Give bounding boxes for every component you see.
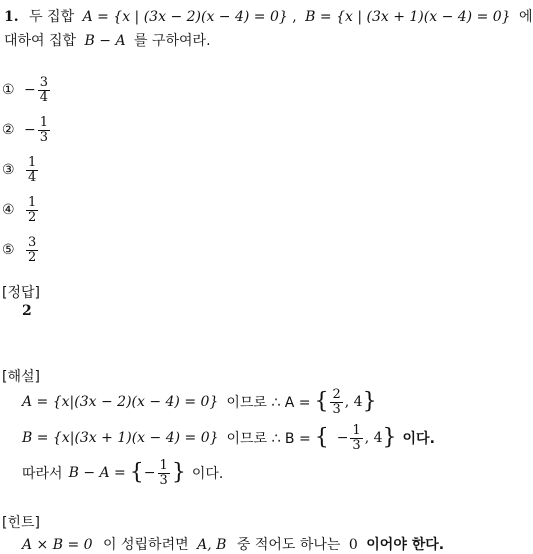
equation-b: B = {x|(3x + 1)(x − 4) = 0} xyxy=(22,430,219,446)
option-2[interactable] xyxy=(2,110,52,150)
option-marker: ⑤ xyxy=(2,242,15,258)
question-number: 1. xyxy=(4,9,19,25)
option-fraction xyxy=(38,76,50,104)
conclusion-text: 이므로 ∴ B = xyxy=(226,431,311,447)
hint-vars: A, B xyxy=(197,537,227,553)
option-sign: − xyxy=(24,82,36,98)
question-line-2 xyxy=(4,30,211,50)
line-end: 이다. xyxy=(402,431,435,447)
numerator: 1 xyxy=(39,114,49,130)
explanation-line-2 xyxy=(22,421,435,455)
equation-a: A = {x|(3x − 2)(x − 4) = 0} xyxy=(22,394,219,410)
question-suffix: 에 xyxy=(519,9,533,25)
option-marker: ③ xyxy=(2,162,15,178)
hint-text-2: 중 적어도 하나는 xyxy=(236,537,341,553)
numerator: 2 xyxy=(332,386,341,402)
left-brace: { xyxy=(129,460,144,485)
question-prefix: 두 집합 xyxy=(29,9,75,25)
hint-text-3: 이어야 한다. xyxy=(366,537,445,553)
line-end: 이다. xyxy=(191,466,224,482)
option-marker: ② xyxy=(2,122,15,138)
option-marker: ① xyxy=(2,82,15,98)
option-fraction xyxy=(26,236,38,264)
set-rest: , 4 xyxy=(344,394,363,410)
numerator: 3 xyxy=(28,234,37,250)
fraction xyxy=(158,459,170,487)
set-b-definition: B = {x | (3x + 1)(x − 4) = 0} xyxy=(305,9,511,25)
option-fraction xyxy=(26,156,38,184)
question-line2-prefix: 대하여 집합 xyxy=(4,33,77,49)
left-brace: { xyxy=(314,389,329,414)
comma: , xyxy=(292,9,297,25)
question-line2-expr: B − A xyxy=(84,33,126,49)
denominator: 3 xyxy=(352,437,361,453)
denominator: 4 xyxy=(39,89,49,105)
option-4[interactable] xyxy=(2,190,52,230)
option-5[interactable] xyxy=(2,230,52,270)
numerator: 1 xyxy=(28,194,37,210)
left-brace: { xyxy=(314,425,329,450)
hint-expr: A × B = 0 xyxy=(22,537,93,553)
denominator: 3 xyxy=(39,129,49,145)
hint-label: [힌트] xyxy=(2,515,40,531)
option-fraction xyxy=(38,116,50,144)
denominator: 2 xyxy=(28,249,37,265)
right-brace: } xyxy=(382,425,397,450)
fraction xyxy=(330,388,342,416)
answer-label: [정답] xyxy=(2,285,40,301)
option-sign: − xyxy=(24,122,36,138)
question-line2-suffix: 를 구하여라. xyxy=(134,33,211,49)
set-rest: , 4 xyxy=(364,430,383,446)
numerator: 1 xyxy=(352,422,361,438)
numerator: 1 xyxy=(159,457,168,473)
denominator: 4 xyxy=(28,169,37,185)
numerator: 3 xyxy=(39,74,49,90)
options-list xyxy=(2,70,52,270)
set-a-definition: A = {x | (3x − 2)(x − 4) = 0} xyxy=(82,9,288,25)
explanation-line-3 xyxy=(22,455,223,491)
explanation-line-1 xyxy=(22,385,377,419)
answer-value: 2 xyxy=(22,303,32,319)
fraction xyxy=(350,424,362,452)
hint-zero: 0 xyxy=(348,537,358,553)
explanation-label: [해설] xyxy=(2,369,40,385)
conclusion-text: 이므로 ∴ A = xyxy=(226,395,311,411)
hint-text-1: 이 성립하려면 xyxy=(103,537,189,553)
option-marker: ④ xyxy=(2,202,15,218)
numerator: 1 xyxy=(28,154,37,170)
denominator: 3 xyxy=(159,472,168,488)
option-3[interactable] xyxy=(2,150,52,190)
right-brace: } xyxy=(362,389,377,414)
question-line-1 xyxy=(4,6,533,26)
therefore-text: 따라서 xyxy=(22,466,63,482)
fraction-sign: − xyxy=(143,465,156,481)
difference-expr: B − A = xyxy=(68,465,126,481)
right-brace: } xyxy=(171,460,186,485)
option-fraction xyxy=(26,196,38,224)
denominator: 2 xyxy=(28,209,37,225)
fraction-sign: − xyxy=(336,430,349,446)
denominator: 3 xyxy=(332,401,341,417)
option-1[interactable] xyxy=(2,70,52,110)
hint-text xyxy=(22,534,444,554)
